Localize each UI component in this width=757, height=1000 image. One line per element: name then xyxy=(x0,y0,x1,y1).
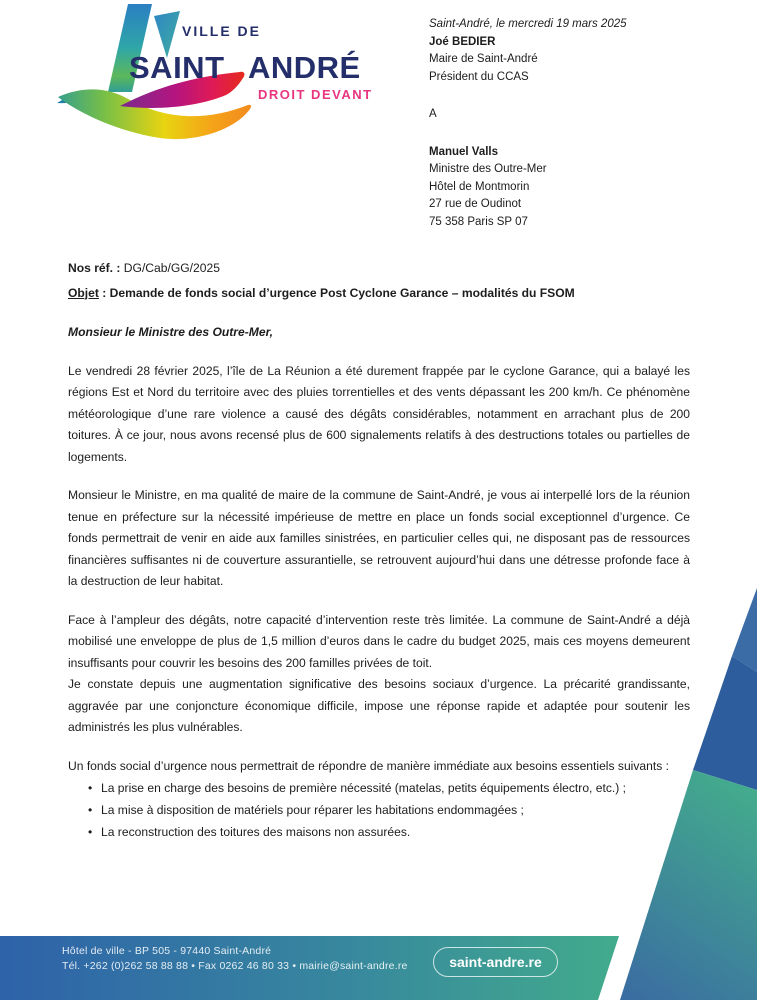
paragraph: Monsieur le Ministre, en ma qualité de maire de la commune de Saint-André, je vous ai interpellé lors de la réunion tenue en préfecture sur la nécessité impérieuse de mettre en place un fonds social exceptionnel d’urgence. Ce fonds permettrait de venir en aide aux familles sinistrées, en particulier celles qui, ne disposant pas de ressources financières suffisantes ni de couverture assurantielle, se retrouvent aujourd’hui dans une détresse profonde face à la destruction de leur habitat. xyxy=(68,488,690,588)
paragraph: Un fonds social d’urgence nous permettrait de répondre de manière immédiate aux besoins essentiels suivants : xyxy=(68,758,669,773)
dateline: Saint-André, le mercredi 19 mars 2025 xyxy=(429,18,627,30)
recipient-line: 27 rue de Oudinot xyxy=(429,198,522,210)
wedge-band-middle xyxy=(693,656,757,790)
sender-name: Joé BEDIER xyxy=(429,35,496,48)
list-item: • La mise à disposition de matériels pour réparer les habitations endommagées ; xyxy=(68,799,690,821)
subject-line xyxy=(68,283,690,305)
recipient-line: Hôtel de Montmorin xyxy=(429,180,530,193)
subject-label: Objet xyxy=(68,285,99,300)
paragraph: Je constate depuis une augmentation significative des besoins sociaux d’urgence. La précarité grandissante, aggravée par une conjoncture économique difficile, impose une réponse rapide et adaptée pour soutenir les administrés les plus vulnérables. xyxy=(68,677,690,734)
recipient-name: Manuel Valls xyxy=(429,145,499,158)
footer-phone-line: Tél. +262 (0)262 58 88 88 • Fax 0262 46 80 33 • mairie@saint-andre.re xyxy=(62,959,408,972)
website-label: saint-andre.re xyxy=(449,954,542,970)
logo-tagline-text: DROIT DEVANT xyxy=(258,87,373,102)
list-item: • La prise en charge des besoins de première nécessité (matelas, petits équipements électro, etc.) ; xyxy=(68,777,690,799)
reference-value: DG/Cab/GG/2025 xyxy=(123,261,220,275)
paragraph: Face à l’ampleur des dégâts, notre capacité d’intervention reste très limitée. La commune de Saint-André a déjà mobilisé une enveloppe de plus de 1,5 million d’euros dans le cadre du budget 2025, mais ces moyens demeurent insuffisants pour couvrir les besoins des 200 familles privées de toit. xyxy=(68,612,690,670)
reference-label: Nos réf. : xyxy=(68,261,121,275)
letter-body xyxy=(68,258,690,843)
to-separator: A xyxy=(429,108,437,120)
logo-andre-text: ANDRÉ xyxy=(248,50,361,85)
subject-text: : Demande de fonds social d’urgence Post Cyclone Garance – modalités du FSOM xyxy=(98,285,575,300)
recipient-line: 75 358 Paris SP 07 xyxy=(429,215,528,228)
sender-title-1: Maire de Saint-André xyxy=(429,53,538,65)
footer-address-line: Hôtel de ville - BP 505 - 97440 Saint-André xyxy=(62,945,272,957)
footer-contact xyxy=(62,944,408,973)
city-logo xyxy=(55,0,395,152)
recipient-line: Ministre des Outre-Mer xyxy=(429,163,547,175)
sender-title-2: Président du CCAS xyxy=(429,70,529,83)
salutation: Monsieur le Ministre des Outre-Mer, xyxy=(68,325,273,339)
website-pill[interactable] xyxy=(433,947,558,977)
reference-line xyxy=(68,258,690,280)
address-block xyxy=(429,16,709,231)
paragraph: Le vendredi 28 février 2025, l’île de La Réunion a été durement frappée par le cyclone Garance, qui a balayé les régions Est et Nord du territoire avec des pluies torrentielles et des vents dépassant les 200 km/h. Ce phénomène météorologique d’une rare violence a causé des dégâts considérables, notamment en arrachant plus de 200 toitures. À ce jour, nous avons recensé plus de 600 signalements relatifs à des destructions totales ou partielles de logements. xyxy=(68,363,690,464)
list-item: • La reconstruction des toitures des maisons non assurées. xyxy=(68,821,690,843)
needs-list xyxy=(68,777,690,843)
logo-ville-de-text: VILLE DE xyxy=(182,23,262,39)
logo-saint-text: SAINT xyxy=(129,50,225,85)
